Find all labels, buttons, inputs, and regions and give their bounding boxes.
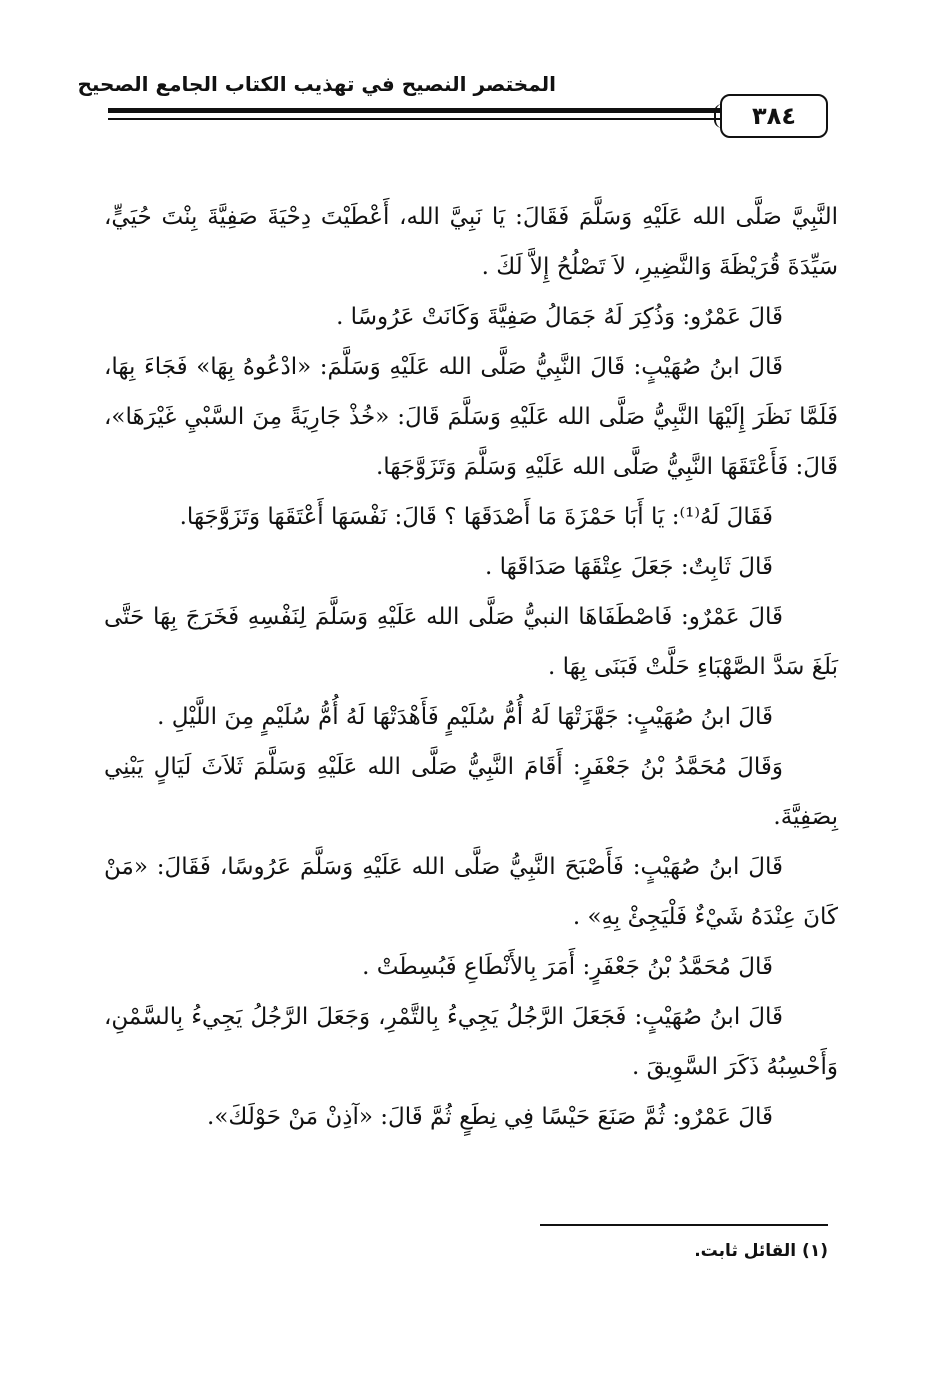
paragraph-1: النَّبِيَّ صَلَّى الله عَلَيْهِ وَسَلَّمَ فَقَالَ: يَا نَبِيَّ الله، أَعْطَيْتَ دِحْيَةَ صَفِيَّةَ بِنْتَ حُيَيٍّ، سَيِّدَةَ قُرَيْظَةَ وَالنَّضِيرِ، لاَ تَصْلُحُ إِلاَّ لَكَ . bbox=[104, 204, 838, 280]
paragraph-4: فَقَالَ لَهُ⁽¹⁾: يَا أَبَا حَمْزَةَ مَا أَصْدَقَهَا ؟ قَالَ: نَفْسَهَا أَعْتَقَهَا وَتَزَوَّجَهَا. bbox=[179, 504, 773, 530]
header-rule-thick bbox=[108, 108, 720, 113]
paragraph-11: قَالَ ابنُ صُهَيْبٍ: فَجَعَلَ الرَّجُلُ يَجِيءُ بِالتَّمْرِ، وَجَعَلَ الرَّجُلُ يَجِيءُ بِالسَّمْنِ، وَأَحْسِبُهُ ذَكَرَ السَّوِيقَ . bbox=[104, 1004, 838, 1080]
footnote: (١) القائل ثابت. bbox=[694, 1241, 828, 1261]
footnote-separator bbox=[540, 1224, 828, 1226]
page-number-box bbox=[720, 94, 828, 138]
page-number: ٣٨٤ bbox=[752, 102, 796, 130]
paragraph-2: قَالَ عَمْرٌو: وَذُكِرَ لَهُ جَمَالُ صَفِيَّةَ وَكَانَتْ عَرُوسًا . bbox=[336, 304, 783, 330]
paragraph-8: وَقَالَ مُحَمَّدُ بْنُ جَعْفَرٍ: أَقَامَ النَّبِيُّ صَلَّى الله عَلَيْهِ وَسَلَّمَ ثَلاَثَ لَيَالٍ يَبْنِي بِصَفِيَّةَ. bbox=[104, 754, 838, 830]
paragraph-9: قَالَ ابنُ صُهَيْبٍ: فَأَصْبَحَ النَّبِيُّ صَلَّى الله عَلَيْهِ وَسَلَّمَ عَرُوسًا، فَقَالَ: «مَنْ كَانَ عِنْدَهُ شَيْءٌ فَلْيَجِئْ بِهِ» . bbox=[104, 854, 838, 930]
paragraph-3: قَالَ ابنُ صُهَيْبٍ: قَالَ النَّبِيُّ صَلَّى الله عَلَيْهِ وَسَلَّمَ: «ادْعُوهُ بِهَا» فَجَاءَ بِهَا، فَلَمَّا نَظَرَ إِلَيْهَا النَّبِيُّ صَلَّى الله عَلَيْهِ وَسَلَّمَ قَالَ: «خُذْ جَارِيَةً مِنَ السَّبْيِ غَيْرَهَا»، قَالَ: فَأَعْتَقَهَا النَّبِيُّ صَلَّى الله عَلَيْهِ وَسَلَّمَ وَتَزَوَّجَهَا. bbox=[104, 354, 838, 480]
main-text bbox=[104, 192, 838, 1142]
paragraph-10: قَالَ مُحَمَّدُ بْنُ جَعْفَرٍ: أَمَرَ بِالأَنْطَاعِ فَبُسِطَتْ . bbox=[362, 954, 773, 980]
paragraph-7: قَالَ ابنُ صُهَيْبٍ: جَهَّزَتْهَا لَهُ أُمُّ سُلَيْمٍ فَأَهْدَتْهَا لَهُ أُمُّ سُلَيْمٍ مِنَ اللَّيْلِ . bbox=[157, 704, 773, 730]
header-rule-thin bbox=[108, 118, 720, 120]
paragraph-5: قَالَ ثَابِتٌ: جَعَلَ عِتْقَهَا صَدَاقَهَا . bbox=[485, 554, 773, 580]
paragraph-6: قَالَ عَمْرٌو: فَاصْطَفَاهَا النبيُّ صَلَّى الله عَلَيْهِ وَسَلَّمَ لِنَفْسِهِ فَخَرَجَ بِهَا حَتَّى بَلَغَ سَدَّ الصَّهْبَاءِ حَلَّتْ فَبَنَى بِهَا . bbox=[104, 604, 838, 680]
paragraph-12: قَالَ عَمْرٌو: ثُمَّ صَنَعَ حَيْسًا فِي نِطَعٍ ثُمَّ قَالَ: «آذِنْ مَنْ حَوْلَكَ». bbox=[207, 1104, 773, 1130]
running-header-title: المختصر النصيح في تهذيب الكتاب الجامع الصحيح bbox=[77, 72, 556, 96]
